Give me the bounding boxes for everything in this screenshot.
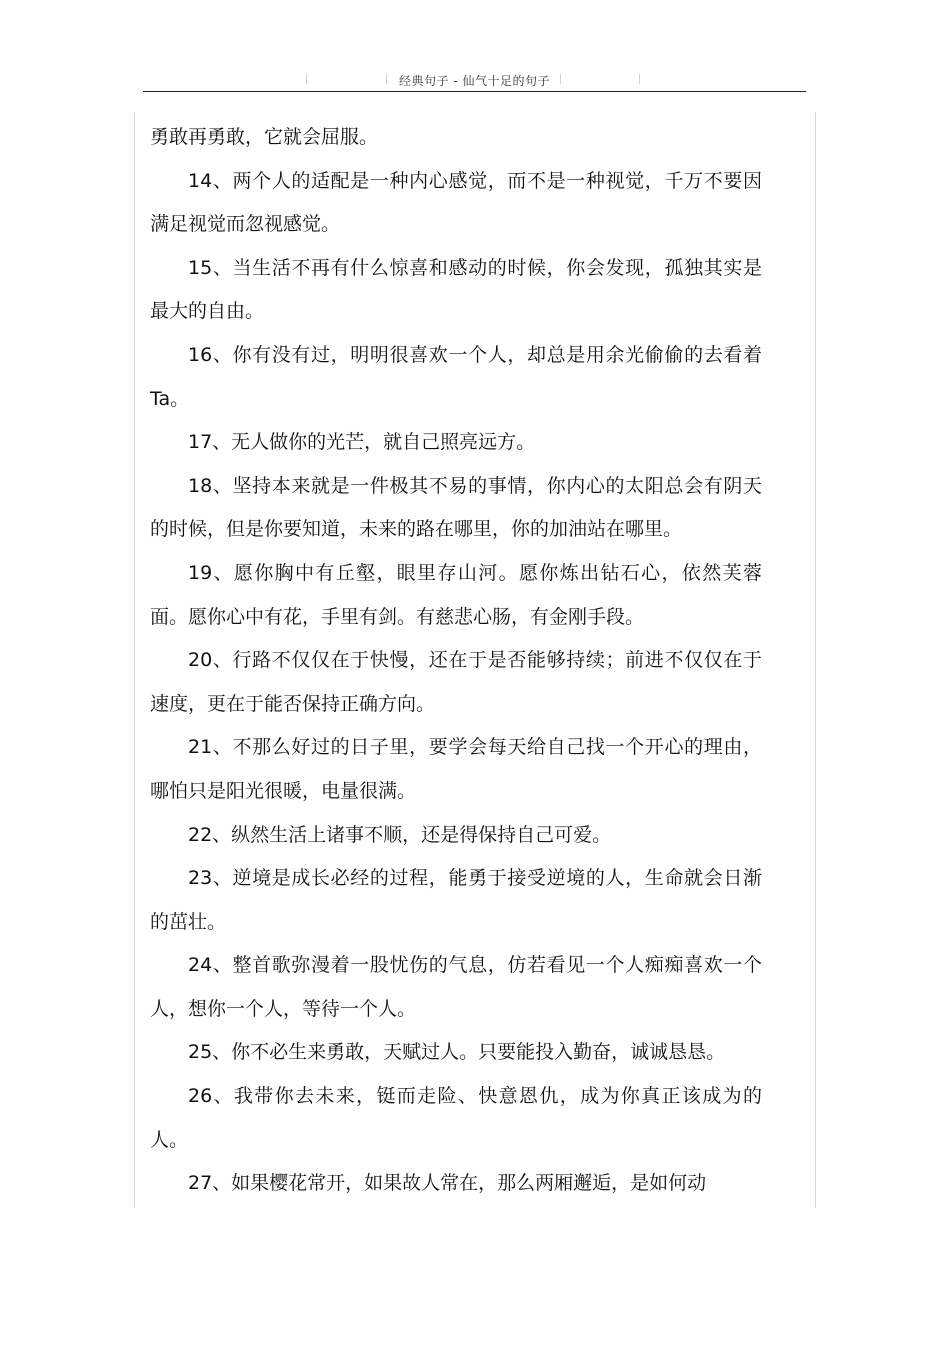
left-margin-line — [134, 112, 135, 1208]
header-tick-right — [639, 74, 640, 84]
paragraph-22: 22、纵然生活上诸事不顺，还是得保持自己可爱。 — [188, 823, 612, 846]
paragraph-19: 19、愿你胸中有丘壑，眼里存山河。愿你炼出钻石心，依然芙蓉面。愿你心中有花，手里有剑。有慈悲心肠，有金刚手段。 — [150, 561, 762, 628]
paragraph-20: 20、行路不仅仅在于快慢，还在于是否能够持续；前进不仅仅在于速度，更在于能否保持正确方向。 — [150, 649, 762, 715]
header-tick-right-inner — [560, 74, 561, 84]
paragraph-25: 25、你不必生来勇敢，天赋过人。只要能投入勤奋，诚诚恳恳。 — [188, 1041, 726, 1064]
right-margin-line — [815, 112, 816, 1208]
paragraph-continuation: 勇敢再勇敢，它就会屈服。 — [150, 126, 379, 148]
paragraph-26: 26、我带你去未来，铤而走险、快意恩仇，成为你真正该成为的人。 — [150, 1085, 762, 1151]
paragraph-16: 16、你有没有过，明明很喜欢一个人，却总是用余光偷偷的去看着 Ta。 — [150, 343, 762, 410]
paragraph-18: 18、坚持本来就是一件极其不易的事情，你内心的太阳总会有阴天的时候，但是你要知道，未来的路在哪里，你的加油站在哪里。 — [150, 474, 762, 541]
paragraph-27: 27、如果樱花常开，如果故人常在，那么两厢邂逅，是如何动 — [188, 1172, 707, 1195]
paragraph-15: 15、当生活不再有什么惊喜和感动的时候，你会发现，孤独其实是最大的自由。 — [150, 256, 762, 323]
paragraph-21: 21、不那么好过的日子里，要学会每天给自己找一个开心的理由，哪怕只是阳光很暖，电量很满。 — [150, 736, 762, 802]
page-header — [143, 64, 806, 92]
paragraph-24: 24、整首歌弥漫着一股忧伤的气息，仿若看见一个人痴痴喜欢一个人，想你一个人，等待一个人。 — [150, 954, 762, 1020]
paragraph-14: 14、两个人的适配是一种内心感觉，而不是一种视觉，千万不要因满足视觉而忽视感觉。 — [150, 169, 762, 236]
header-rule — [143, 91, 806, 92]
paragraph-17: 17、无人做你的光芒，就自己照亮远方。 — [188, 431, 536, 454]
paragraph-23: 23、逆境是成长必经的过程，能勇于接受逆境的人，生命就会日渐的茁壮。 — [150, 867, 762, 933]
document-body — [150, 116, 762, 1206]
header-title: 经典句子 - 仙气十足的句子 — [399, 74, 550, 88]
